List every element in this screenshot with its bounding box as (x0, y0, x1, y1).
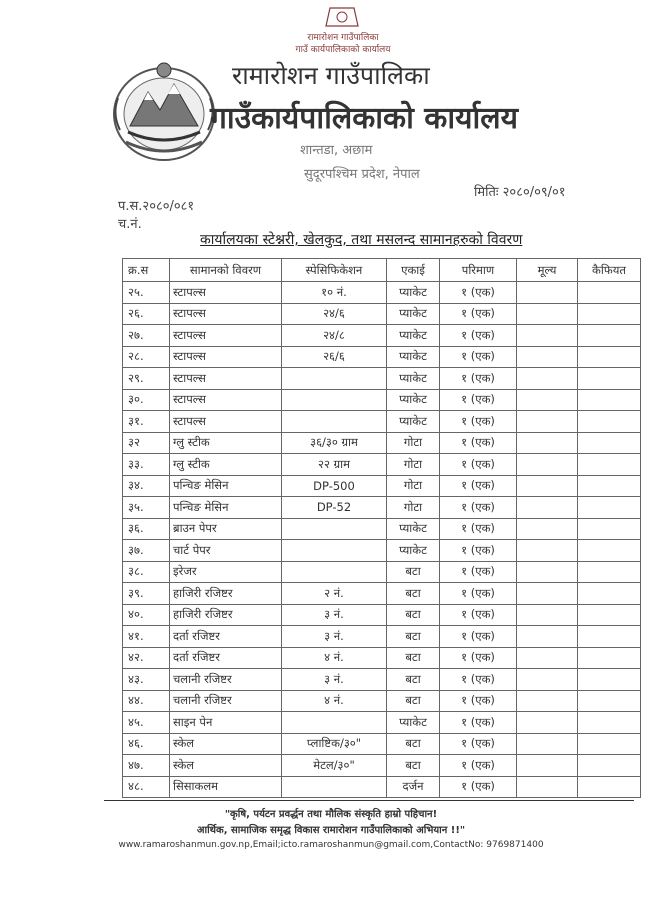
table-row (123, 733, 641, 755)
cell-description: पन्चिङ मेसिन (170, 497, 282, 519)
cell-specification: ४ नं. (282, 647, 387, 669)
header-unit: एकाई (387, 259, 440, 282)
table-row (123, 712, 641, 734)
cell-serial: २५. (123, 282, 170, 304)
cell-specification: ३ नं. (282, 604, 387, 626)
cell-specification: २४/८ (282, 325, 387, 347)
header-serial: क्र.स (123, 259, 170, 282)
cell-specification: प्लाष्टिक/३०" (282, 733, 387, 755)
letter-subject: कार्यालयका स्टेश्नरी, खेलकुद, तथा मसलन्द सामानहरुको विवरण (200, 232, 523, 248)
cell-price (517, 475, 578, 497)
cell-remarks (578, 411, 641, 433)
cell-serial: ३८. (123, 561, 170, 583)
cell-remarks (578, 733, 641, 755)
cell-price (517, 346, 578, 368)
cell-price (517, 669, 578, 691)
cell-serial: ३५. (123, 497, 170, 519)
cell-description: ब्राउन पेपर (170, 518, 282, 540)
cell-description: स्केल (170, 755, 282, 777)
header-price: मूल्य (517, 259, 578, 282)
cell-serial: ४२. (123, 647, 170, 669)
cell-unit: प्याकेट (387, 325, 440, 347)
cell-specification (282, 776, 387, 798)
cell-description: स्टापल्स (170, 282, 282, 304)
table-row (123, 475, 641, 497)
cell-unit: बटा (387, 626, 440, 648)
cell-quantity: १ (एक) (440, 604, 517, 626)
cell-quantity: १ (एक) (440, 346, 517, 368)
cell-unit: बटा (387, 647, 440, 669)
cell-quantity: १ (एक) (440, 755, 517, 777)
cell-quantity: १ (एक) (440, 432, 517, 454)
cell-price (517, 518, 578, 540)
table-row (123, 583, 641, 605)
table-row (123, 325, 641, 347)
cell-specification (282, 411, 387, 433)
cell-specification: ३६/३० ग्राम (282, 432, 387, 454)
cell-unit: गोटा (387, 497, 440, 519)
cell-unit: बटा (387, 583, 440, 605)
table-row (123, 411, 641, 433)
header-specification: स्पेसिफिकेशन (282, 259, 387, 282)
cell-description: हाजिरी रजिष्टर (170, 604, 282, 626)
table-row (123, 346, 641, 368)
cell-quantity: १ (एक) (440, 303, 517, 325)
cell-price (517, 647, 578, 669)
cell-price (517, 454, 578, 476)
cell-quantity: १ (एक) (440, 583, 517, 605)
cell-price (517, 432, 578, 454)
cell-unit: बटा (387, 669, 440, 691)
cell-quantity: १ (एक) (440, 325, 517, 347)
table-row (123, 690, 641, 712)
cell-specification (282, 368, 387, 390)
cell-quantity: १ (एक) (440, 411, 517, 433)
cell-quantity: १ (एक) (440, 540, 517, 562)
cell-description: इरेजर (170, 561, 282, 583)
cell-serial: ३३. (123, 454, 170, 476)
cell-remarks (578, 518, 641, 540)
cell-unit: प्याकेट (387, 282, 440, 304)
cell-unit: बटा (387, 690, 440, 712)
cell-remarks (578, 454, 641, 476)
cell-price (517, 368, 578, 390)
cell-description: स्टापल्स (170, 389, 282, 411)
cell-quantity: १ (एक) (440, 776, 517, 798)
cell-description: स्टापल्स (170, 368, 282, 390)
cell-description: चलानी रजिष्टर (170, 690, 282, 712)
table-row (123, 561, 641, 583)
cell-unit: प्याकेट (387, 389, 440, 411)
cell-unit: बटा (387, 755, 440, 777)
cell-quantity: १ (एक) (440, 454, 517, 476)
cell-serial: ३७. (123, 540, 170, 562)
cell-price (517, 733, 578, 755)
cell-price (517, 712, 578, 734)
cell-remarks (578, 755, 641, 777)
office-name: गाउँकार्यपालिकाको कार्यालय (210, 101, 519, 136)
cell-price (517, 583, 578, 605)
cell-serial: ३६. (123, 518, 170, 540)
cell-unit: प्याकेट (387, 303, 440, 325)
cell-quantity: १ (एक) (440, 733, 517, 755)
cell-quantity: १ (एक) (440, 690, 517, 712)
cell-price (517, 561, 578, 583)
cell-remarks (578, 540, 641, 562)
cell-serial: ४३. (123, 669, 170, 691)
cell-description: स्टापल्स (170, 303, 282, 325)
cell-unit: बटा (387, 561, 440, 583)
cell-specification: २२ ग्राम (282, 454, 387, 476)
cell-price (517, 776, 578, 798)
cell-unit: प्याकेट (387, 712, 440, 734)
cell-remarks (578, 432, 641, 454)
header-remarks: कैफियत (578, 259, 641, 282)
table-row (123, 432, 641, 454)
cell-quantity: १ (एक) (440, 389, 517, 411)
municipality-name: रामारोशन गाउँपालिका (232, 61, 430, 90)
cell-quantity: १ (एक) (440, 282, 517, 304)
footer-contact: www.ramaroshanmun.gov.np,Email;icto.ramaroshanmun@gmail.com,ContactNo: 9769871400 (118, 840, 544, 850)
table-row (123, 454, 641, 476)
cell-description: दर्ता रजिष्टर (170, 626, 282, 648)
cell-remarks (578, 583, 641, 605)
cell-remarks (578, 776, 641, 798)
cell-remarks (578, 604, 641, 626)
cell-description: साइन पेन (170, 712, 282, 734)
cell-remarks (578, 368, 641, 390)
cell-specification (282, 518, 387, 540)
cell-quantity: १ (एक) (440, 712, 517, 734)
cell-price (517, 497, 578, 519)
cell-serial: २७. (123, 325, 170, 347)
cell-serial: ३४. (123, 475, 170, 497)
cell-specification: ४ नं. (282, 690, 387, 712)
cell-unit: गोटा (387, 454, 440, 476)
cell-serial: ४१. (123, 626, 170, 648)
cell-remarks (578, 389, 641, 411)
cell-unit: बटा (387, 733, 440, 755)
letter-date: मितिः २०८०/०९/०१ (474, 185, 566, 200)
cell-unit: बटा (387, 604, 440, 626)
cell-quantity: १ (एक) (440, 497, 517, 519)
cell-unit: प्याकेट (387, 368, 440, 390)
cell-price (517, 755, 578, 777)
cell-serial: ३१. (123, 411, 170, 433)
table-row (123, 518, 641, 540)
cell-description: चार्ट पेपर (170, 540, 282, 562)
cell-serial: ४५. (123, 712, 170, 734)
cell-quantity: १ (एक) (440, 518, 517, 540)
cell-price (517, 690, 578, 712)
reference-number: प.स.२०८०/०८१ (118, 199, 195, 214)
footer-divider (104, 800, 634, 801)
footer-slogan: "कृषि, पर्यटन प्रवर्द्धन तथा मौलिक संस्कृति हाम्रो पहिचान! (224, 809, 438, 820)
cell-description: दर्ता रजिष्टर (170, 647, 282, 669)
cell-price (517, 303, 578, 325)
cell-serial: ३९. (123, 583, 170, 605)
cell-price (517, 325, 578, 347)
cell-description: चलानी रजिष्टर (170, 669, 282, 691)
table-row (123, 669, 641, 691)
cell-quantity: १ (एक) (440, 626, 517, 648)
cell-unit: प्याकेट (387, 411, 440, 433)
cell-remarks (578, 303, 641, 325)
cell-specification: DP-52 (282, 497, 387, 519)
cell-price (517, 411, 578, 433)
seal-line-2: गाउँ कार्यपालिकाको कार्यालय (295, 45, 391, 55)
cell-description: स्टापल्स (170, 411, 282, 433)
table-row (123, 776, 641, 798)
address-line-2: सुदूरपश्चिम प्रदेश, नेपाल (304, 167, 420, 182)
cell-serial: २९. (123, 368, 170, 390)
cell-description: हाजिरी रजिष्टर (170, 583, 282, 605)
cell-unit: प्याकेट (387, 540, 440, 562)
cell-serial: ३२ (123, 432, 170, 454)
cell-specification: ३ नं. (282, 669, 387, 691)
cell-unit: प्याकेट (387, 346, 440, 368)
cell-serial: २८. (123, 346, 170, 368)
table-row (123, 282, 641, 304)
cell-serial: ३०. (123, 389, 170, 411)
cell-quantity: १ (एक) (440, 647, 517, 669)
cell-remarks (578, 690, 641, 712)
cell-price (517, 604, 578, 626)
address-line-1: शान्तडा, अछाम (300, 143, 373, 158)
cell-specification: २ नं. (282, 583, 387, 605)
cell-serial: २६. (123, 303, 170, 325)
cell-price (517, 282, 578, 304)
cell-specification: DP-500 (282, 475, 387, 497)
table-row (123, 604, 641, 626)
cell-remarks (578, 647, 641, 669)
cell-serial: ४४. (123, 690, 170, 712)
table-row (123, 497, 641, 519)
table-row (123, 540, 641, 562)
cell-description: स्टापल्स (170, 346, 282, 368)
cell-description: स्केल (170, 733, 282, 755)
cell-remarks (578, 669, 641, 691)
cell-specification: मेटल/३०" (282, 755, 387, 777)
table-header-row (123, 259, 641, 282)
cell-description: स्टापल्स (170, 325, 282, 347)
dispatch-number: च.नं. (118, 217, 142, 232)
table-row (123, 755, 641, 777)
cell-serial: ४८. (123, 776, 170, 798)
cell-quantity: १ (एक) (440, 368, 517, 390)
cell-remarks (578, 325, 641, 347)
cell-remarks (578, 561, 641, 583)
items-table (122, 258, 641, 798)
cell-specification (282, 712, 387, 734)
header-description: सामानको विवरण (170, 259, 282, 282)
cell-serial: ४७. (123, 755, 170, 777)
cell-remarks (578, 712, 641, 734)
cell-unit: गोटा (387, 432, 440, 454)
cell-description: सिसाकलम (170, 776, 282, 798)
table-body (123, 282, 641, 798)
table-row (123, 303, 641, 325)
cell-description: पन्चिङ मेसिन (170, 475, 282, 497)
cell-remarks (578, 475, 641, 497)
cell-description: ग्लु स्टीक (170, 432, 282, 454)
cell-specification (282, 389, 387, 411)
cell-quantity: १ (एक) (440, 475, 517, 497)
cell-specification: १० नं. (282, 282, 387, 304)
cell-unit: प्याकेट (387, 518, 440, 540)
cell-specification (282, 561, 387, 583)
cell-price (517, 626, 578, 648)
cell-remarks (578, 282, 641, 304)
cell-price (517, 540, 578, 562)
cell-description: ग्लु स्टीक (170, 454, 282, 476)
header-quantity: परिमाण (440, 259, 517, 282)
cell-price (517, 389, 578, 411)
seal-line-1: रामारोशन गाउँपालिका (307, 33, 379, 43)
table-row (123, 626, 641, 648)
cell-specification (282, 540, 387, 562)
cell-remarks (578, 497, 641, 519)
cell-specification: २६/६ (282, 346, 387, 368)
table-row (123, 389, 641, 411)
cell-serial: ४६. (123, 733, 170, 755)
cell-unit: दर्जन (387, 776, 440, 798)
cell-quantity: १ (एक) (440, 561, 517, 583)
table-row (123, 647, 641, 669)
table-row (123, 368, 641, 390)
cell-quantity: १ (एक) (440, 669, 517, 691)
cell-specification: २४/६ (282, 303, 387, 325)
cell-remarks (578, 346, 641, 368)
cell-serial: ४०. (123, 604, 170, 626)
nepal-emblem-logo (108, 58, 220, 166)
footer-campaign: आर्थिक, सामाजिक समृद्ध विकास रामारोशन गाउँपालिकाको अभियान !!" (196, 825, 466, 836)
cell-unit: गोटा (387, 475, 440, 497)
cell-remarks (578, 626, 641, 648)
cell-specification: ३ नं. (282, 626, 387, 648)
